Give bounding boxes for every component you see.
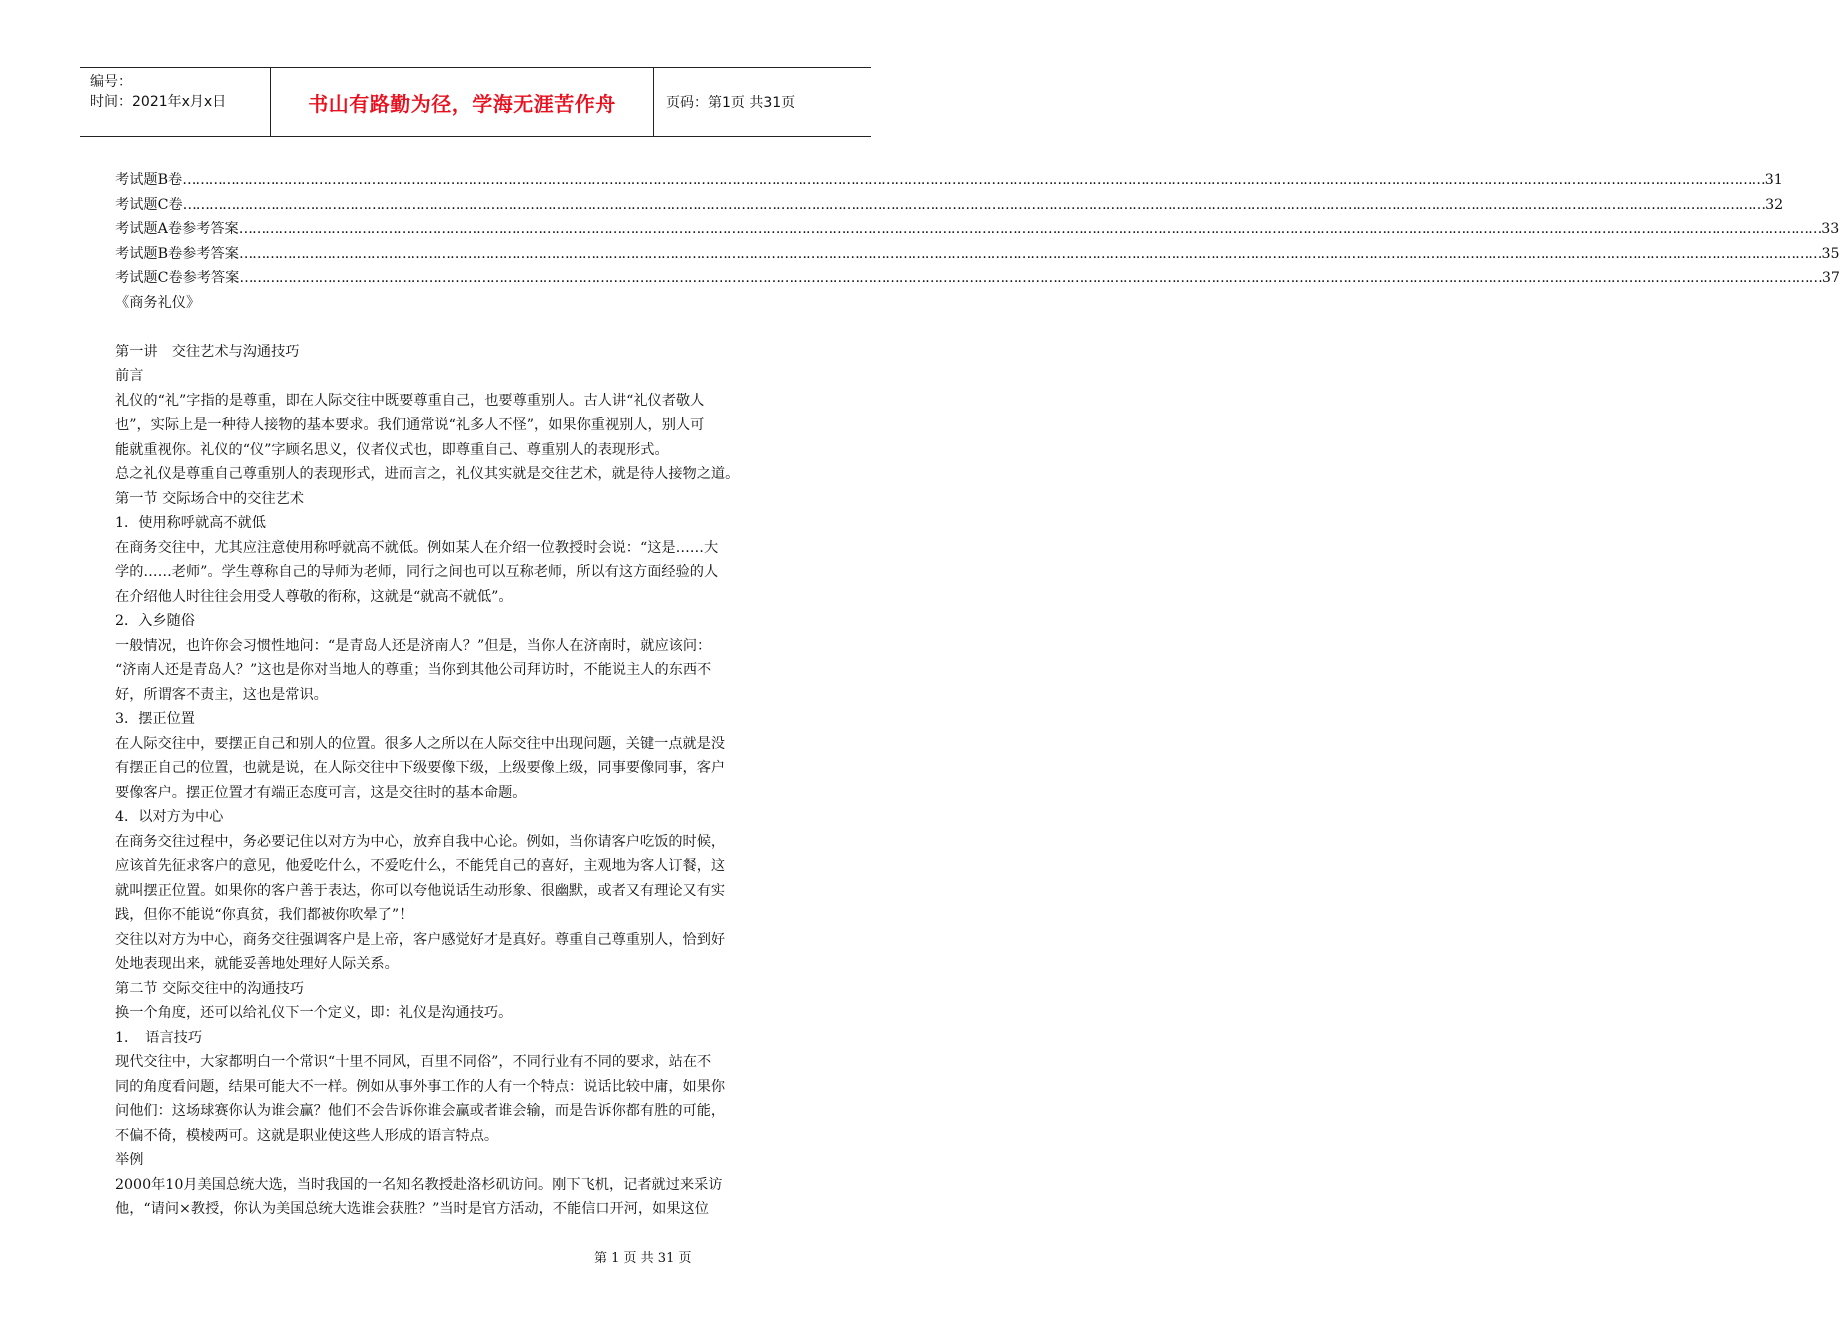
text-line: 也”，实际上是一种待人接物的基本要求。我们通常说“礼多人不怪”，如果你重视别人，别人可 [115, 417, 705, 433]
text-line: 4．以对方为中心 [115, 809, 224, 825]
text-line: 《商务礼仪》 [115, 294, 201, 311]
serial-number-label: 编号： [90, 74, 132, 90]
toc-page-number: 31 [1764, 172, 1783, 188]
toc-entry [115, 266, 1840, 291]
page-info-text: 页码：第1页 共31页 [666, 95, 796, 111]
text-line: 处地表现出来，就能妥善地处理好人际关系。 [115, 956, 399, 972]
toc-title: 考试题B卷 [115, 172, 183, 188]
text-line: 好，所谓客不责主，这也是常识。 [115, 686, 328, 703]
page-header [80, 67, 871, 137]
header-motto [271, 68, 654, 136]
toc-leader-dots: ……………………………………………………………………………………………………………………………………………………………………………………………………………………………………………………………………………………………………………………………… [182, 172, 1765, 188]
toc-leader-dots: ……………………………………………………………………………………………………………………………………………………………………………………………………………………………………………………………………………………………………………………………… [182, 196, 1766, 213]
table-of-contents [115, 168, 1840, 291]
toc-title: 考试题C卷 [115, 196, 183, 213]
text-line: 践，但你不能说“你真贫，我们都被你吹晕了”！ [115, 907, 414, 923]
text-line: 要像客户。摆正位置才有端正态度可言，这是交往时的基本命题。 [115, 784, 527, 801]
document-body [115, 168, 1840, 1222]
text-line: 在商务交往过程中，务必要记住以对方为中心，放弃自我中心论。例如，当你请客户吃饭的时候， [115, 833, 726, 850]
text-line: 第一讲 交往艺术与沟通技巧 [115, 343, 300, 360]
text-line: 1．使用称呼就高不就低 [115, 515, 266, 531]
toc-title: 考试题A卷参考答案 [115, 221, 239, 237]
text-line: 礼仪的“礼”字指的是尊重，即在人际交往中既要尊重自己，也要尊重别人。古人讲“礼仪者敬人 [115, 392, 705, 409]
text-line: 2000年10月美国总统大选，当时我国的一名知名教授赴洛杉矶访问。刚下飞机，记者就过来采访 [115, 1176, 723, 1193]
toc-entry [115, 168, 1783, 193]
text-line: 在人际交往中，要摆正自己和别人的位置。很多人之所以在人际交往中出现问题，关键一点就是没 [115, 735, 726, 752]
toc-page-number: 32 [1765, 196, 1784, 213]
toc-page-number: 37 [1821, 270, 1840, 286]
body-text [115, 291, 845, 1222]
text-line: 3．摆正位置 [115, 711, 195, 727]
date-label: 时间：2021年x月x日 [90, 94, 227, 110]
text-line: 换一个角度，还可以给礼仪下一个定义，即：礼仪是沟通技巧。 [115, 1005, 513, 1021]
toc-entry [115, 217, 1840, 242]
text-line: 同的角度看问题，结果可能大不一样。例如从事外事工作的人有一个特点：说话比较中庸，如果你 [115, 1078, 726, 1095]
text-line: 1． 语言技巧 [115, 1029, 203, 1046]
text-line: 有摆正自己的位置，也就是说，在人际交往中下级要像下级，上级要像上级，同事要像同事，客户 [115, 760, 726, 776]
text-line: 不偏不倚，模棱两可。这就是职业使这些人形成的语言特点。 [115, 1127, 499, 1144]
text-line: “济南人还是青岛人？”这也是你对当地人的尊重；当你到其他公司拜访时，不能说主人的东西不 [115, 662, 712, 678]
text-line: 第一节 交际场合中的交往艺术 [115, 490, 304, 507]
text-line: 就叫摆正位置。如果你的客户善于表达，你可以夸他说话生动形象、很幽默，或者又有理论又有实 [115, 882, 726, 899]
text-line: 问他们：这场球赛你认为谁会赢？他们不会告诉你谁会赢或者谁会输，而是告诉你都有胜的可能， [115, 1103, 726, 1119]
text-line: 现代交往中，大家都明白一个常识“十里不同风，百里不同俗”，不同行业有不同的要求，站在不 [115, 1054, 712, 1070]
text-line: 交往以对方为中心，商务交往强调客户是上帝，客户感觉好才是真好。尊重自己尊重别人，恰到好 [115, 931, 726, 948]
toc-leader-dots: ……………………………………………………………………………………………………………………………………………………………………………………………………………………………………………………………………………………………………………………………… [238, 221, 1822, 237]
text-line: 举例 [115, 1152, 144, 1168]
toc-title: 考试题C卷参考答案 [115, 270, 240, 286]
toc-leader-dots: ……………………………………………………………………………………………………………………………………………………………………………………………………………………………………………………………………………………………………………………………… [238, 245, 1822, 262]
text-line [115, 315, 845, 340]
toc-entry [115, 193, 1784, 218]
toc-entry [115, 242, 1840, 267]
text-line: 在介绍他人时往往会用受人尊敬的衔称，这就是“就高不就低”。 [115, 588, 513, 605]
toc-title: 考试题B卷参考答案 [115, 245, 239, 262]
text-line: 能就重视你。礼仪的“仪”字顾名思义，仪者仪式也，即尊重自己、尊重别人的表现形式。 [115, 441, 669, 458]
text-line: 总之礼仪是尊重自己尊重别人的表现形式，进而言之，礼仪其实就是交往艺术，就是待人接物之道。 [115, 466, 740, 482]
text-line: 第二节 交际交往中的沟通技巧 [115, 980, 304, 997]
text-line: 在商务交往中，尤其应注意使用称呼就高不就低。例如某人在介绍一位教授时会说：“这是……大 [115, 539, 719, 556]
text-line: 应该首先征求客户的意见，他爱吃什么，不爱吃什么，不能凭自己的喜好，主观地为客人订餐，这 [115, 858, 726, 874]
text-line: 前言 [115, 368, 144, 384]
header-meta [80, 68, 271, 136]
toc-leader-dots: ……………………………………………………………………………………………………………………………………………………………………………………………………………………………………………………………………………………………………………………………… [239, 270, 1822, 286]
text-line: 学的……老师”。学生尊称自己的导师为老师，同行之间也可以互称老师，所以有这方面经验的人 [115, 564, 719, 580]
text-line: 2．入乡随俗 [115, 613, 195, 629]
text-line: 他，“请问×教授，你认为美国总统大选谁会获胜？”当时是官方活动，不能信口开河，如果这位 [115, 1201, 709, 1217]
toc-page-number: 35 [1821, 245, 1840, 262]
text-line: 一般情况，也许你会习惯性地问：“是青岛人还是济南人？”但是，当你人在济南时，就应该问： [115, 637, 712, 654]
page-footer: 第 1 页 共 31 页 [594, 1251, 692, 1266]
header-page-info [654, 68, 871, 136]
toc-page-number: 33 [1821, 221, 1840, 237]
motto-text: 书山有路勤为径，学海无涯苦作舟 [308, 91, 616, 116]
